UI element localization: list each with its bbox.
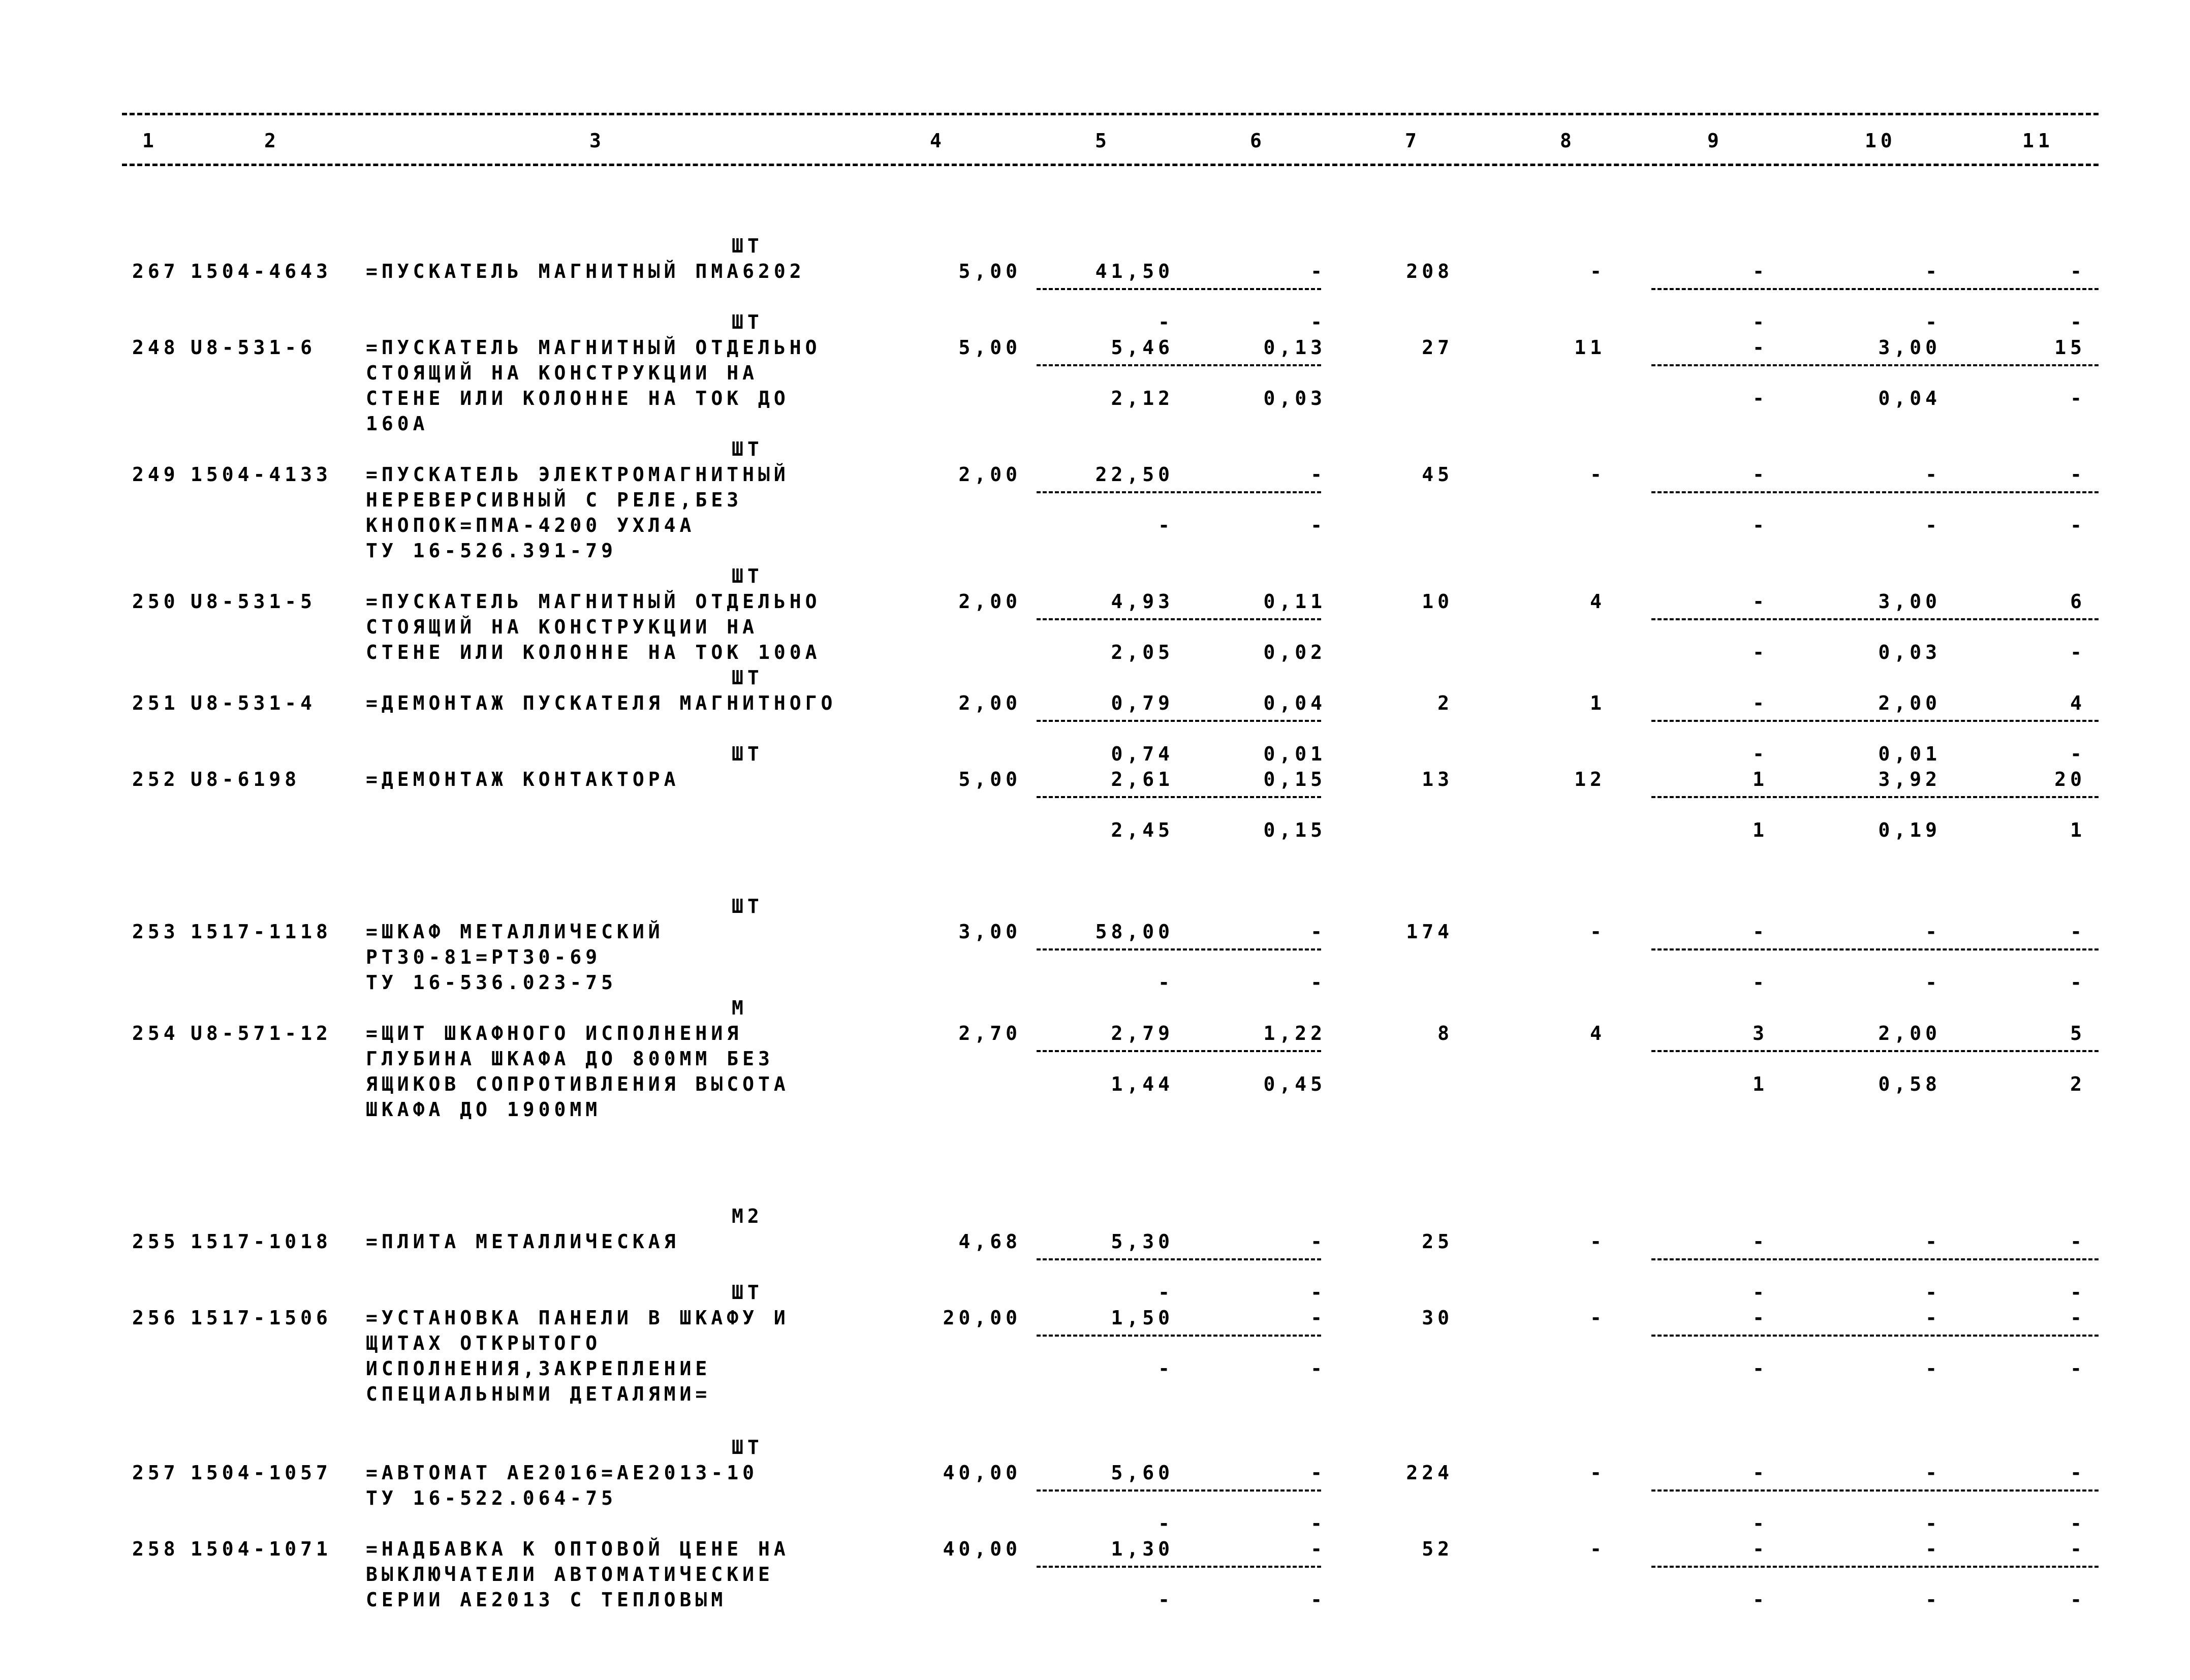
- cell-b5: -: [1158, 311, 1174, 333]
- row-rule: [1651, 796, 2099, 798]
- column-header-7: 7: [1405, 130, 1421, 152]
- row-description-line: =ПУСКАТЕЛЬ МАГНИТНЫЙ ПМА6202: [366, 260, 805, 282]
- cell-b5: -: [1158, 971, 1174, 994]
- cell-b11: -: [2070, 1512, 2086, 1535]
- row-rule: [1037, 1258, 1321, 1260]
- cell-b9: -: [1753, 514, 1768, 536]
- cell-c4: 5,00: [958, 260, 1021, 282]
- row-number: 267: [132, 260, 179, 282]
- row-rule: [1651, 288, 2099, 290]
- cell-c8: -: [1590, 260, 1606, 282]
- cell-b5: 2,45: [1111, 819, 1174, 841]
- row-description-line: ШКАФА ДО 1900ММ: [366, 1098, 602, 1121]
- row-rule: [1037, 1335, 1321, 1337]
- cell-c10: -: [1925, 1307, 1941, 1329]
- column-header-5: 5: [1095, 130, 1111, 152]
- cell-b10: -: [1925, 1589, 1941, 1611]
- row-code: 1504-4643: [191, 260, 332, 282]
- row-rule: [1651, 1566, 2099, 1568]
- row-description-line: =УСТАНОВКА ПАНЕЛИ В ШКАФУ И: [366, 1307, 790, 1329]
- cell-c10: 3,92: [1878, 768, 1941, 790]
- row-description-line: =ПУСКАТЕЛЬ МАГНИТНЫЙ ОТДЕЛЬНО: [366, 590, 821, 613]
- cell-b11: -: [2070, 971, 2086, 994]
- cell-b5: -: [1158, 1281, 1174, 1304]
- cell-c10: -: [1925, 1462, 1941, 1484]
- column-header-1: 1: [142, 130, 158, 152]
- cell-c9: -: [1753, 260, 1768, 282]
- cell-c5: 2,61: [1111, 768, 1174, 790]
- row-code: U8-571-12: [191, 1022, 332, 1044]
- row-description-line: =ПУСКАТЕЛЬ ЭЛЕКТРОМАГНИТНЫЙ: [366, 463, 790, 486]
- row-code: U8-531-4: [191, 692, 317, 714]
- row-description-line: =ПУСКАТЕЛЬ МАГНИТНЫЙ ОТДЕЛЬНО: [366, 336, 821, 359]
- row-description-line: СЕРИИ АЕ2013 С ТЕПЛОВЫМ: [366, 1589, 727, 1611]
- cell-b9: 1: [1753, 1073, 1768, 1095]
- cell-b10: -: [1925, 1357, 1941, 1380]
- row-number: 252: [132, 768, 179, 790]
- cell-b10: -: [1925, 1281, 1941, 1304]
- row-description-line: =ШКАФ МЕТАЛЛИЧЕСКИЙ: [366, 921, 664, 943]
- row-description-line: =ПЛИТА МЕТАЛЛИЧЕСКАЯ: [366, 1230, 680, 1253]
- cell-b9: 1: [1753, 819, 1768, 841]
- cell-c11: -: [2070, 260, 2086, 282]
- row-number: 250: [132, 590, 179, 613]
- cell-b11: -: [2070, 1281, 2086, 1304]
- row-rule: [1037, 618, 1321, 620]
- column-header-6: 6: [1250, 130, 1266, 152]
- cell-b5: -: [1158, 1589, 1174, 1611]
- cell-b10: -: [1925, 971, 1941, 994]
- cell-c4: 5,00: [958, 768, 1021, 790]
- row-rule: [1037, 1566, 1321, 1568]
- row-unit: ШТ: [732, 1281, 763, 1304]
- cell-b9: -: [1753, 1589, 1768, 1611]
- row-unit: ШТ: [732, 235, 763, 257]
- row-rule: [1651, 1489, 2099, 1492]
- cell-c8: 4: [1590, 590, 1606, 613]
- cell-c6: -: [1310, 1538, 1326, 1560]
- row-rule: [1651, 618, 2099, 620]
- cell-c10: -: [1925, 921, 1941, 943]
- cell-c6: 1,22: [1263, 1022, 1326, 1044]
- row-rule: [1651, 491, 2099, 493]
- column-header-4: 4: [930, 130, 946, 152]
- cell-c6: -: [1310, 921, 1326, 943]
- cell-b10: 0,01: [1878, 743, 1941, 765]
- row-unit: ШТ: [732, 1436, 763, 1459]
- cell-c7: 30: [1422, 1307, 1453, 1329]
- cell-c8: 12: [1574, 768, 1606, 790]
- cell-b10: -: [1925, 514, 1941, 536]
- cell-b9: -: [1753, 971, 1768, 994]
- cell-b5: -: [1158, 514, 1174, 536]
- row-description-line: ВЫКЛЮЧАТЕЛИ АВТОМАТИЧЕСКИЕ: [366, 1563, 774, 1586]
- cell-c4: 2,00: [958, 590, 1021, 613]
- cell-b6: 0,01: [1263, 743, 1326, 765]
- cell-c11: -: [2070, 1230, 2086, 1253]
- cell-c11: 15: [2054, 336, 2086, 359]
- cell-c8: 1: [1590, 692, 1606, 714]
- cell-b5: -: [1158, 1357, 1174, 1380]
- row-description-line: СТЕНЕ ИЛИ КОЛОННЕ НА ТОК ДО: [366, 387, 790, 409]
- cell-b6: -: [1310, 514, 1326, 536]
- cell-b10: 0,04: [1878, 387, 1941, 409]
- row-rule: [1651, 948, 2099, 950]
- cell-c9: -: [1753, 1307, 1768, 1329]
- cell-c9: -: [1753, 336, 1768, 359]
- column-header-9: 9: [1707, 130, 1723, 152]
- row-code: 1517-1018: [191, 1230, 332, 1253]
- cell-b10: 0,58: [1878, 1073, 1941, 1095]
- row-description-line: НЕРЕВЕРСИВНЫЙ С РЕЛЕ,БЕЗ: [366, 489, 743, 511]
- row-description-line: КНОПОК=ПМА-4200 УХЛ4А: [366, 514, 696, 536]
- cell-c7: 2: [1437, 692, 1453, 714]
- row-description-line: ТУ 16-536.023-75: [366, 971, 617, 994]
- cell-c10: 2,00: [1878, 1022, 1941, 1044]
- row-rule: [1037, 1050, 1321, 1052]
- cell-b9: -: [1753, 1357, 1768, 1380]
- cell-c6: 0,04: [1263, 692, 1326, 714]
- cell-b5: 1,44: [1111, 1073, 1174, 1095]
- cell-c10: -: [1925, 1538, 1941, 1560]
- row-number: 256: [132, 1307, 179, 1329]
- cell-c7: 208: [1406, 260, 1453, 282]
- cell-c4: 40,00: [943, 1462, 1021, 1484]
- row-description-line: ТУ 16-526.391-79: [366, 540, 617, 562]
- cell-c4: 2,70: [958, 1022, 1021, 1044]
- cell-c9: -: [1753, 463, 1768, 486]
- row-rule: [1651, 720, 2099, 722]
- cell-b6: 0,03: [1263, 387, 1326, 409]
- cell-c6: -: [1310, 1230, 1326, 1253]
- row-code: U8-6198: [191, 768, 301, 790]
- cell-c6: 0,11: [1263, 590, 1326, 613]
- cell-c9: 3: [1753, 1022, 1768, 1044]
- row-description-line: ЯЩИКОВ СОПРОТИВЛЕНИЯ ВЫСОТА: [366, 1073, 790, 1095]
- row-unit: ШТ: [732, 895, 763, 917]
- cell-c11: -: [2070, 1538, 2086, 1560]
- cell-c5: 1,30: [1111, 1538, 1174, 1560]
- cell-b11: -: [2070, 641, 2086, 663]
- row-description-line: =НАДБАВКА К ОПТОВОЙ ЦЕНЕ НА: [366, 1538, 790, 1560]
- cell-c8: -: [1590, 1307, 1606, 1329]
- cell-c9: -: [1753, 1538, 1768, 1560]
- header-rule-top: [122, 113, 2099, 115]
- cell-c9: 1: [1753, 768, 1768, 790]
- row-code: 1504-1057: [191, 1462, 332, 1484]
- row-unit: М2: [732, 1205, 763, 1227]
- cell-c9: -: [1753, 1230, 1768, 1253]
- cell-b6: -: [1310, 1357, 1326, 1380]
- cell-c5: 1,50: [1111, 1307, 1174, 1329]
- row-number: 248: [132, 336, 179, 359]
- cell-c5: 5,60: [1111, 1462, 1174, 1484]
- cell-c9: -: [1753, 921, 1768, 943]
- cell-c6: 0,15: [1263, 768, 1326, 790]
- cell-b6: 0,45: [1263, 1073, 1326, 1095]
- row-unit: ШТ: [732, 565, 763, 587]
- cell-b11: -: [2070, 387, 2086, 409]
- cell-c11: 4: [2070, 692, 2086, 714]
- row-unit: ШТ: [732, 743, 763, 765]
- cell-b10: 0,03: [1878, 641, 1941, 663]
- row-description-line: =ДЕМОНТАЖ ПУСКАТЕЛЯ МАГНИТНОГО: [366, 692, 837, 714]
- cell-c11: 5: [2070, 1022, 2086, 1044]
- cell-c4: 40,00: [943, 1538, 1021, 1560]
- row-code: 1504-4133: [191, 463, 332, 486]
- cell-c7: 25: [1422, 1230, 1453, 1253]
- cell-c10: 3,00: [1878, 590, 1941, 613]
- cell-b11: -: [2070, 743, 2086, 765]
- header-rule-bottom: [122, 164, 2099, 166]
- cell-c11: -: [2070, 1307, 2086, 1329]
- cell-c5: 58,00: [1095, 921, 1174, 943]
- cell-b6: -: [1310, 1512, 1326, 1535]
- cell-b6: 0,02: [1263, 641, 1326, 663]
- column-header-2: 2: [264, 130, 280, 152]
- cell-c6: 0,13: [1263, 336, 1326, 359]
- cell-c7: 8: [1437, 1022, 1453, 1044]
- cell-b6: -: [1310, 311, 1326, 333]
- cell-c5: 2,79: [1111, 1022, 1174, 1044]
- cell-c8: -: [1590, 1230, 1606, 1253]
- cell-c8: -: [1590, 1538, 1606, 1560]
- cell-c6: -: [1310, 463, 1326, 486]
- row-rule: [1037, 364, 1321, 366]
- cell-c8: -: [1590, 1462, 1606, 1484]
- cell-c5: 22,50: [1095, 463, 1174, 486]
- row-number: 249: [132, 463, 179, 486]
- cell-b10: -: [1925, 311, 1941, 333]
- row-number: 258: [132, 1538, 179, 1560]
- cell-c4: 3,00: [958, 921, 1021, 943]
- cell-c4: 5,00: [958, 336, 1021, 359]
- cell-c10: 2,00: [1878, 692, 1941, 714]
- cell-c6: -: [1310, 1462, 1326, 1484]
- row-number: 255: [132, 1230, 179, 1253]
- cell-c5: 5,30: [1111, 1230, 1174, 1253]
- cell-c7: 224: [1406, 1462, 1453, 1484]
- row-unit: М: [732, 997, 747, 1019]
- cell-c11: 6: [2070, 590, 2086, 613]
- cell-c10: -: [1925, 260, 1941, 282]
- cell-b5: 2,05: [1111, 641, 1174, 663]
- row-rule: [1037, 796, 1321, 798]
- cell-b6: -: [1310, 971, 1326, 994]
- cell-c4: 2,00: [958, 692, 1021, 714]
- cell-b10: -: [1925, 1512, 1941, 1535]
- cell-c7: 27: [1422, 336, 1453, 359]
- cell-c7: 45: [1422, 463, 1453, 486]
- row-description-line: СПЕЦИАЛЬНЫМИ ДЕТАЛЯМИ=: [366, 1383, 711, 1405]
- row-rule: [1037, 948, 1321, 950]
- row-rule: [1651, 1050, 2099, 1052]
- cell-c6: -: [1310, 1307, 1326, 1329]
- cell-b11: -: [2070, 1357, 2086, 1380]
- column-header-3: 3: [589, 130, 605, 152]
- cell-b6: -: [1310, 1281, 1326, 1304]
- cell-b11: 2: [2070, 1073, 2086, 1095]
- row-rule: [1651, 364, 2099, 366]
- cell-c9: -: [1753, 590, 1768, 613]
- cell-c10: 3,00: [1878, 336, 1941, 359]
- cell-b10: 0,19: [1878, 819, 1941, 841]
- row-unit: ШТ: [732, 438, 763, 460]
- row-code: 1517-1118: [191, 921, 332, 943]
- cell-c11: -: [2070, 921, 2086, 943]
- cell-b5: 2,12: [1111, 387, 1174, 409]
- row-code: U8-531-6: [191, 336, 317, 359]
- cell-c8: -: [1590, 463, 1606, 486]
- row-description-line: ИСПОЛНЕНИЯ,ЗАКРЕПЛЕНИЕ: [366, 1357, 711, 1380]
- row-number: 251: [132, 692, 179, 714]
- cell-c8: 4: [1590, 1022, 1606, 1044]
- cell-b9: -: [1753, 1512, 1768, 1535]
- cell-b9: -: [1753, 743, 1768, 765]
- row-rule: [1037, 288, 1321, 290]
- row-code: U8-531-5: [191, 590, 317, 613]
- cell-c5: 0,79: [1111, 692, 1174, 714]
- cell-b9: -: [1753, 641, 1768, 663]
- column-header-11: 11: [2022, 130, 2054, 152]
- cell-c4: 20,00: [943, 1307, 1021, 1329]
- cell-c8: -: [1590, 921, 1606, 943]
- row-rule: [1651, 1335, 2099, 1337]
- row-number: 257: [132, 1462, 179, 1484]
- cell-c9: -: [1753, 1462, 1768, 1484]
- cell-c10: -: [1925, 1230, 1941, 1253]
- cell-c11: -: [2070, 463, 2086, 486]
- row-description-line: ТУ 16-522.064-75: [366, 1487, 617, 1509]
- cell-c4: 2,00: [958, 463, 1021, 486]
- row-description-line: ГЛУБИНА ШКАФА ДО 800ММ БЕЗ: [366, 1048, 774, 1070]
- row-rule: [1037, 720, 1321, 722]
- cell-c7: 174: [1406, 921, 1453, 943]
- cell-c4: 4,68: [958, 1230, 1021, 1253]
- row-unit: ШТ: [732, 311, 763, 333]
- row-unit: ШТ: [732, 667, 763, 689]
- row-rule: [1651, 1258, 2099, 1260]
- row-number: 254: [132, 1022, 179, 1044]
- cell-b9: -: [1753, 1281, 1768, 1304]
- cell-c5: 41,50: [1095, 260, 1174, 282]
- row-description-line: СТЕНЕ ИЛИ КОЛОННЕ НА ТОК 100А: [366, 641, 821, 663]
- cell-b11: -: [2070, 514, 2086, 536]
- cell-c7: 10: [1422, 590, 1453, 613]
- row-number: 253: [132, 921, 179, 943]
- cell-b6: 0,15: [1263, 819, 1326, 841]
- cell-c8: 11: [1574, 336, 1606, 359]
- row-description-line: ЩИТАХ ОТКРЫТОГО: [366, 1332, 602, 1354]
- cell-b9: -: [1753, 311, 1768, 333]
- row-code: 1517-1506: [191, 1307, 332, 1329]
- row-description-line: РТ30-81=РТ30-69: [366, 946, 602, 968]
- cell-b9: -: [1753, 387, 1768, 409]
- row-rule: [1037, 1489, 1321, 1492]
- cell-b6: -: [1310, 1589, 1326, 1611]
- cell-c9: -: [1753, 692, 1768, 714]
- row-description-line: =АВТОМАТ АЕ2016=АЕ2013-10: [366, 1462, 758, 1484]
- cell-c5: 4,93: [1111, 590, 1174, 613]
- cell-b11: -: [2070, 1589, 2086, 1611]
- cell-b5: -: [1158, 1512, 1174, 1535]
- cell-c11: 20: [2054, 768, 2086, 790]
- row-description-line: СТОЯЩИЙ НА КОНСТРУКЦИИ НА: [366, 616, 758, 638]
- cell-c5: 5,46: [1111, 336, 1174, 359]
- row-description-line: =ДЕМОНТАЖ КОНТАКТОРА: [366, 768, 680, 790]
- column-header-10: 10: [1865, 130, 1896, 152]
- row-description-line: 160А: [366, 413, 429, 435]
- cell-b11: -: [2070, 311, 2086, 333]
- cell-c7: 52: [1422, 1538, 1453, 1560]
- cell-c6: -: [1310, 260, 1326, 282]
- cell-b5: 0,74: [1111, 743, 1174, 765]
- column-header-8: 8: [1560, 130, 1576, 152]
- row-description-line: =ЩИТ ШКАФНОГО ИСПОЛНЕНИЯ: [366, 1022, 743, 1044]
- row-code: 1504-1071: [191, 1538, 332, 1560]
- cell-c11: -: [2070, 1462, 2086, 1484]
- cell-c7: 13: [1422, 768, 1453, 790]
- row-description-line: СТОЯЩИЙ НА КОНСТРУКЦИИ НА: [366, 362, 758, 384]
- cell-c10: -: [1925, 463, 1941, 486]
- cell-b11: 1: [2070, 819, 2086, 841]
- row-rule: [1037, 491, 1321, 493]
